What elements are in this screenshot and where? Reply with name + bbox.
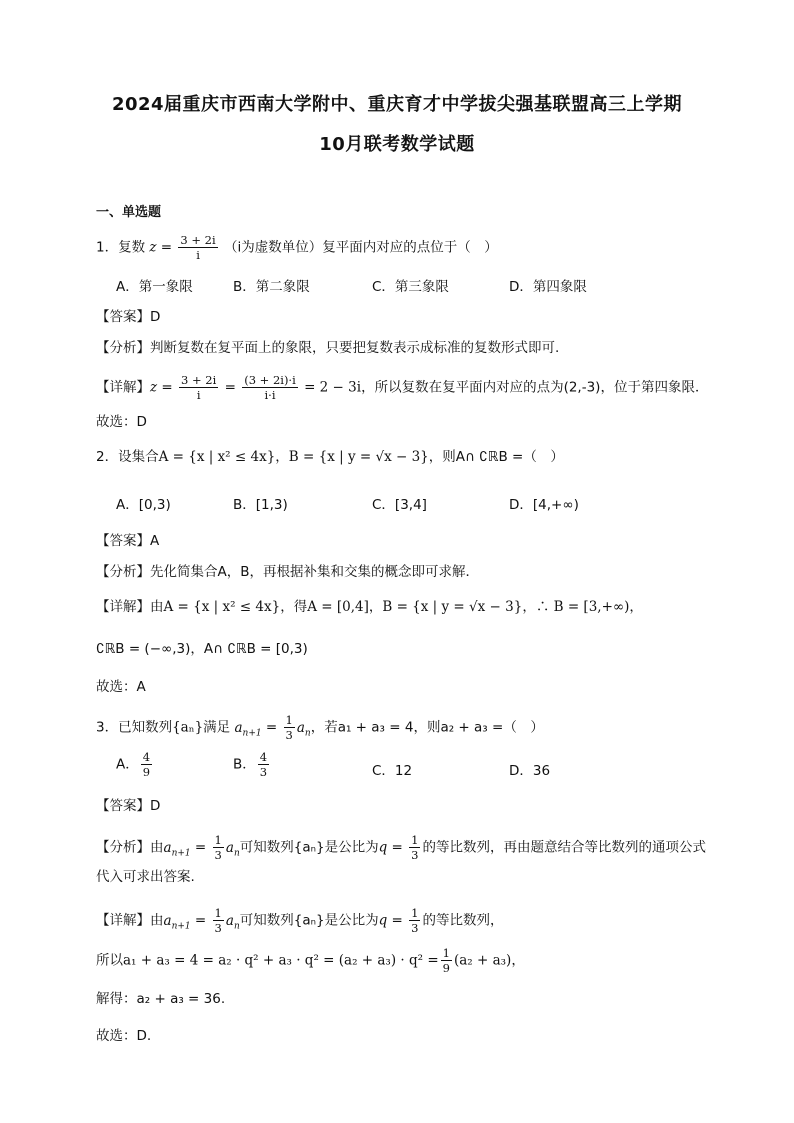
document-title-line-1: 2024届重庆市西南大学附中、重庆育才中学拔尖强基联盟高三上学期 <box>111 94 683 115</box>
q3-option-d: D．36 <box>509 763 551 779</box>
q2-answer: 【答案】A <box>96 533 160 549</box>
q1-option-c: C．第三象限 <box>372 279 449 295</box>
q2-option-b: B．[1,3) <box>233 497 288 513</box>
set-b-definition: B = {x | y = √x − 3} <box>288 449 429 465</box>
q2-option-c: C．[3,4] <box>372 497 427 513</box>
set-a-definition: A = {x | x² ≤ 4x} <box>158 449 276 465</box>
q2-detail: 【详解】由A = {x | x² ≤ 4x}，得A = [0,4]，B = {x | y = √x − 3}，∴ B = [3,+∞)， <box>96 599 643 615</box>
q1-fraction: $\frac{3 + 2i}{i}$ <box>180 233 216 262</box>
q1-detail: 【详解】z = $\frac{3 + 2i}{i}$ = $\frac{(3 + 2i)\cdot i}{i\cdot i}$ = 2 − 3i，所以复数在复平面内对应的点为(2,-3)，位于第四象限． <box>96 373 709 402</box>
q1-option-a: A．第一象限 <box>116 279 193 295</box>
q3-analysis-line-2: 代入可求出答案. <box>96 869 195 885</box>
q3-option-b: B． $\frac{4}{3}$ <box>233 750 268 779</box>
q3-detail-line-2: 所以a₁ + a₃ = 4 = a₂ · q² + a₃ · q² = (a₂ + a₃) · q² = $\frac{1}{9}$ (a₂ + a₃)， <box>96 946 525 975</box>
q1-option-d: D．第四象限 <box>509 279 587 295</box>
q2-stem: 2．设集合A = {x | x² ≤ 4x}，B = {x | y = √x − 3}，则A∩ ∁ℝB =（ ） <box>96 449 564 465</box>
q3-analysis: 【分析】由$a_{n+1}$ = $\frac{1}{3}$ $a_n$可知数列{aₙ}是公比为q = $\frac{1}{3}$ 的等比数列，再由题意结合等比数列的通项公式 <box>96 833 706 862</box>
q2-conclusion: 故选：A <box>96 679 146 695</box>
q1-conclusion: 故选：D <box>96 414 147 430</box>
document-title-line-2: 10月联考数学试题 <box>319 134 475 155</box>
q3-detail: 【详解】由$a_{n+1}$ = $\frac{1}{3}$ $a_n$可知数列{aₙ}是公比为q = $\frac{1}{3}$ 的等比数列， <box>96 906 504 935</box>
q1-stem: 1．复数 z = $\frac{3 + 2i}{i}$ （i为虚数单位）复平面内对应的点位于（ ） <box>96 233 498 262</box>
section-heading: 一、单选题 <box>96 205 162 220</box>
q2-option-a: A．[0,3) <box>116 497 171 513</box>
q1-answer: 【答案】D <box>96 309 161 325</box>
q3-stem: 3．已知数列{aₙ}满足 $a_{n+1}$ = $\frac{1}{3}$ $a_n$，若a₁ + a₃ = 4，则a₂ + a₃ =（ ） <box>96 713 544 742</box>
q1-option-b: B．第二象限 <box>233 279 310 295</box>
q2-detail-line-2: ∁ℝB = (−∞,3)，A∩ ∁ℝB = [0,3) <box>96 641 308 657</box>
q3-conclusion: 故选：D. <box>96 1028 152 1044</box>
q3-detail-line-3: 解得：a₂ + a₃ = 36. <box>96 991 226 1007</box>
q3-option-c: C．12 <box>372 763 413 779</box>
q3-answer: 【答案】D <box>96 798 161 814</box>
q3-option-a: A． $\frac{4}{9}$ <box>116 750 151 779</box>
q2-option-d: D．[4,+∞) <box>509 497 579 513</box>
q1-analysis: 【分析】判断复数在复平面上的象限，只要把复数表示成标准的复数形式即可. <box>96 340 560 356</box>
q2-analysis: 【分析】先化简集合A，B，再根据补集和交集的概念即可求解． <box>96 564 479 580</box>
